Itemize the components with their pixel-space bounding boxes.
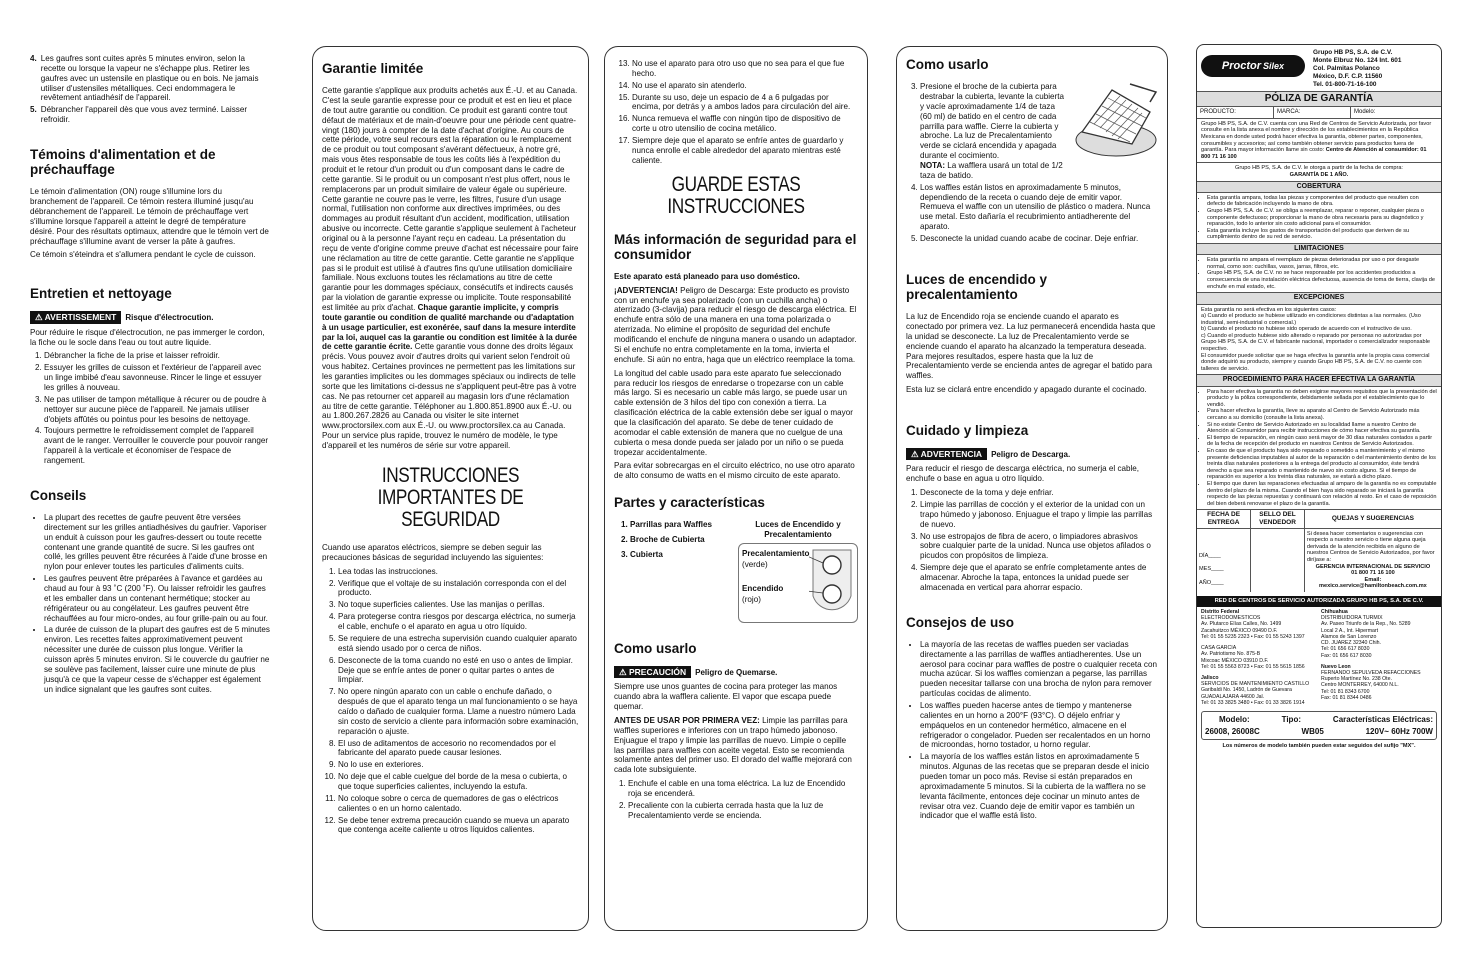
cobertura-title: COBERTURA bbox=[1197, 181, 1441, 193]
list-item: 1. Desconecte de la toma y deje enfriar. bbox=[920, 488, 1158, 498]
quejas-gerencia: GERENCIA INTERNACIONAL DE SERVICIO bbox=[1315, 563, 1431, 570]
advertencia-badge: ⚠ ADVERTENCIA bbox=[906, 448, 987, 460]
tipo-value: WB05 bbox=[1301, 726, 1324, 736]
list-item: 2. Limpie las parrillas de cocción y el exterior de la unidad con un trapo húmedo y jabonoso. Enjuague el trapo y limpie las parrillas de nuevo. bbox=[920, 500, 1158, 530]
limitaciones-list bbox=[1197, 255, 1441, 292]
list-item: • El tiempo de reparación, en ningún caso será mayor de 30 días naturales contados a partir de la fecha de recepción del producto en nuestros Centros de Servicio Autorizados. bbox=[1207, 435, 1437, 448]
centro-line: ELECTRODOMESTICOS bbox=[1201, 615, 1261, 622]
list-item: 3. Cubierta bbox=[630, 550, 712, 560]
temoins-paragraph: Le témoin d'alimentation (ON) rouge s'illumine lors du branchement de l'appareil. Ce témoin restera illuminé jusqu'au débranchement de l'appareil. Le témoin de préchauffage vert s'illumine lorsque l'appareil a atteint le degré de température désiré. Pour des résultats optimaux, attendre que le témoin vert de préchauffage s'illumine avant de verser la pâte à gaufres. bbox=[30, 187, 269, 246]
mes-field[interactable]: MES____ bbox=[1199, 566, 1224, 573]
column-seguridad bbox=[604, 46, 868, 931]
list-item: 6. Desconecte de la toma cuando no esté en uso o antes de limpiar. Deje que se enfríe antes de poner o quitar partes o antes de limpiar. bbox=[338, 656, 579, 686]
centro-line: Ruperto Martínez No. 238 Ote. bbox=[1321, 676, 1392, 683]
antes-paragraph: ANTES DE USAR POR PRIMERA VEZ: Limpie las parrillas para waffles superiores e inferiores con un trapo húmedo jabonoso. Enjuague el trapo y limpie las parrillas de nuevo. Limpie o cepille las parrillas para waffles con aceite vegetal. Esto se recomienda solamente antes del primer uso. El dorado del waffle mejorará con cada lote subsiguiente. bbox=[614, 715, 852, 775]
list-item: 2. Broche de Cubierta bbox=[630, 535, 712, 545]
encendido-label: Encendido bbox=[742, 583, 784, 593]
encendido-color: (rojo) bbox=[742, 594, 761, 604]
list-item: 3. No use estropajos de fibra de acero, o limpiadores abrasivos sobre cualquier parte de la unidad. Nunca use objetos afilados o picudos con propósitos de limpieza. bbox=[920, 532, 1158, 562]
precaucion-badge: ⚠ PRECAUCIÓN bbox=[614, 666, 691, 678]
list-item: • En caso de que el producto haya sido reparado o sometido a mantenimiento y el mismo presente deficiencias imputables al autor de la reparación o del mantenimiento dentro de los treinta días naturales posteriores a la entrega del producto al consumidor, éste tendrá derecho a que sea reparado o mantenido de nuevo sin costo alguno. Si el tiempo de reparación es superior a los treinta días naturales, se estará a dicho plazo. bbox=[1207, 448, 1437, 481]
mas-info-sub: Este aparato está planeado para uso doméstico. bbox=[614, 271, 800, 281]
list-item: • Para hacer efectiva la garantía no deben exigirse mayores requisitos que la presentación del producto y la póliza correspondiente, debidamente sellada por el establecimiento que lo vendió. bbox=[1207, 389, 1437, 409]
step-4: 4. Los waffles están listos en aproximadamente 5 minutos, dependiendo de la receta o cuando deje de emitir vapor. Remueva el waffle con un utensilio de plástico o madera. Nunca use metal. Esto dañaría el recubrimiento antiadherente del aparato. bbox=[920, 183, 1158, 232]
list-item: 11. No coloque sobre o cerca de quemadores de gas o eléctricos calientes o en un horno calentado. bbox=[338, 794, 579, 814]
list-item: 1. Enchufe el cable en una toma eléctrica. La luz de Encendido roja se encenderá. bbox=[628, 779, 858, 799]
producto-row bbox=[1197, 107, 1441, 119]
centro-line: CD. JUAREZ 32340 Chih. bbox=[1321, 640, 1381, 647]
centro-line: Fax: 01 656 617 8030 bbox=[1321, 652, 1372, 659]
list-item: 14. No use el aparato sin atenderlo. bbox=[632, 81, 858, 91]
centro-line: Centro MONTERREY, 64000 N.L. bbox=[1321, 682, 1399, 689]
luces-heading: Luces de encendido y precalentamiento bbox=[906, 271, 1048, 302]
luces-paragraph-2: Esta luz se ciclará entre encendido y apagado durante el cocinado. bbox=[906, 385, 1147, 395]
conseils-heading: Conseils bbox=[30, 487, 87, 503]
marca-label: MARCA: bbox=[1274, 107, 1351, 118]
list-item: 15. Durante su uso, deje un espacio de 4 a 6 pulgadas por encima, por detrás y a ambos lados para circulación del aire. bbox=[632, 93, 858, 113]
column-garantie bbox=[312, 46, 589, 931]
centro-line: Zacahuitzco MÉXICO 09490 D.F. bbox=[1201, 627, 1278, 634]
cuidado-paragraph: Para reducir el riesgo de descarga eléctrica, no sumerja el cable, enchufe o base en agua u otro líquido. bbox=[906, 464, 1140, 484]
poliza-intro: Grupo HB PS, S.A. de C.V. cuenta con una Red de Centros de Servicio Autorizada, por favor consulte en la lista anexa el nombre y dirección de los establecimientos en la República Mexicana en donde usted podrá hacer efectiva la garantía, obtener partes, componentes, consumibles y accesorios; así como también obtener servicio para productos fuera de garantía. Para mayor información llame sin costo: Centro de Atención al consumidor: 01 800 71 16 100 bbox=[1201, 120, 1432, 160]
procedimiento-title: PROCEDIMIENTO PARA HACER EFECTIVA LA GARANTÍA bbox=[1197, 374, 1441, 386]
entretien-steps bbox=[30, 351, 270, 465]
list-item: 4. Siempre deje que el aparato se enfríe completamente antes de almacenar. Abroche la tapa, entonces la unidad puede ser almacenada en vertical para ahorrar espacio. bbox=[920, 563, 1158, 593]
fecha-cell bbox=[1197, 528, 1251, 592]
producto-label: PRODUCTO: bbox=[1197, 107, 1274, 118]
indicator-lights-icon bbox=[809, 546, 855, 620]
advertencia-paragraph: ¡ADVERTENCIA! Peligro de Descarga: Este producto es provisto con un enchufe ya sea polarizado (con un cuchilla ancha) o aterrizado (3-clavija) para reducir el riesgo de descarga eléctrica. El enchufe entra sólo de una manera en una toma polarizada o aterrizada. No elimine el propósito de seguridad del enchufe modificando el enchufe de ninguna manera o usando un adaptador. Si el enchufe no entra completamente en la toma, invierta el enchufe. Si aún no entra, haga que un eléctrico reemplace la toma. bbox=[614, 285, 857, 364]
list-item: b) Cuando el producto no hubiese sido operado de acuerdo con el instructivo de uso. bbox=[1201, 326, 1412, 333]
entretien-heading: Entretien et nettoyage bbox=[30, 286, 172, 302]
list-item: • El tiempo que duren las reparaciones efectuadas al amparo de la garantía no es computable dentro del plazo de la misma. Cuando el bien haya sido reparado se iniciará la garantía respecto de las piezas repuestas y continuará con relación al resto. En el caso de reposición del bien deberá renovarse el plazo de la garantía. bbox=[1207, 481, 1437, 507]
centro-line: Tel: 01 33 3825 3480 • Fax: 01 33 3826 1914 bbox=[1201, 699, 1305, 706]
centro-line: Mixcoac MÉXICO 03910 D.F. bbox=[1201, 657, 1269, 664]
list-item: 2. Precaliente con la cubierta cerrada hasta que la luz de Precalentamiento verde se encienda. bbox=[628, 801, 858, 821]
caract-label: Características Eléctricas: bbox=[1332, 715, 1433, 725]
sello-cell bbox=[1251, 528, 1305, 592]
quejas-email[interactable]: mexico.service@hamiltonbeach.com.mx bbox=[1319, 583, 1427, 590]
garantie-paragraph: Cette garantie s'applique aux produits achetés aux É.-U. et au Canada. C'est la seule garantie expresse pour ce produit et est en lieu et place de tout autre garantie ou condition. Ce produit est garanti contre tout défaut de matériaux et de main-d'oeuvre pour une période cent quatre-vingt (180) jours à compter de la date d'achat d'origine. Au cours de cette période, votre seul recours est la réparation ou le remplacement de ce produit ou tout composant s'avérant défectueux, à notre gré, mais vous êtes responsable de tous les coûts liés à l'expédition du produit et le retour d'un produit ou d'un composant dans le cadre de cette garantie. Si le produit ou un composant n'est plus offert, nous le remplacerons par un produit similaire de valeur égale ou supérieure. Cette garantie ne couvre pas le verre, les filtres, l'usure d'un usage normal, l'utilisation non conforme aux directives imprimées, ou des dommages au produit résultant d'un accident, modification, utilisation abusive ou incorrecte. Cette garantie s'applique seulement à l'acheteur original ou à la personne l'ayant reçu en cadeau. La présentation du reçu de vente d'origine comme preuve d'achat est nécessaire pour faire une réclamation au titre de cette garantie. Cette garantie ne s'applique pas si le produit est utilisé à d'autres fins qu'une utilisation domiciliaire familiale. Nous excluons toutes les réclamations au titre de cette garantie pour les dommages spéciaux, consécutifs et indirects causés par la violation de garantie expresse ou implicite. Toute responsabilité est limitée au prix d'achat. Chaque garantie implicite, y compris toute garantie ou condition de qualité marchande ou d'adaptation à un usage particulier, est exonérée, sauf dans la mesure interdite par la loi, auquel cas la garantie ou condition est limitée à la durée de cette garantie écrite. Cette garantie vous donne des droits légaux précis. Vous pouvez avoir d'autres droits qui varient selon l'endroit où vous habitez. Certaines provinces ne permettent pas les limitations sur les garanties implicites ou les dommages spéciaux ou indirects de telle sorte que les limitations ci-dessus ne s'appliquent peut-être pas à votre cas. Ne pas retourner cet appareil au magasin lors d'une réclamation au titre de cette garantie. Téléphoner au 1.800.851.8900 aux É.-U. ou au 1.800.267.2826 au Canada ou visiter le site internet www.proctorsilex.com aux É.-U. ou www.proctorsilex.ca au Canada. Pour un service plus rapide, trouvez le numéro de modèle, le type d'appareil et les numéros de série sur votre appareil. bbox=[322, 86, 579, 451]
quejas-header: QUEJAS Y SUGERENCIAS bbox=[1304, 510, 1441, 528]
list-item: 1. Parrillas para Waffles bbox=[630, 520, 712, 530]
advertencia-line: ⚠ ADVERTENCIA Peligro de Descarga. bbox=[906, 448, 1158, 460]
footer-note: Los números de modelo también pueden estar seguidos del sufijo "MX". bbox=[1222, 743, 1416, 750]
list-item: • Les gaufres peuvent être préparées à l'avance et gardées au chaud au four à 93 ˚C (200 ˚F). Ou laisser refroidir les gaufres et les emballer dans un contenant hermétique; stocker au réfrigérateur ou au congélateur. Les gaufres peuvent être réchauffées au four micro-ondes, au four grille-pain ou au four. bbox=[44, 574, 270, 623]
poliza-garantia bbox=[1196, 44, 1442, 928]
centro-line: Tel: 01 81 8343 6700 bbox=[1321, 688, 1370, 695]
poliza-title: PÓLIZA DE GARANTÍA bbox=[1197, 91, 1441, 107]
centros-right bbox=[1317, 609, 1437, 706]
list-item: • La mayoría de las recetas de waffles pueden ser vaciadas directamente a las parrillas de waffles antiadherentes. Use un aerosol para cocinar para waffles de postre o cualquier receta con mucha azúcar. Si los waffles comienzan a pegarse, las parrillas pueden necesitar tallarse con una brocha de nylon para remover partículas cocidas de alimento. bbox=[920, 640, 1158, 699]
list-item: • Grupo HB PS, S.A. de C.V. no se hace responsable por los accidentes producidos a consecuencia de una instalación eléctrica defectuosa, ausencia de toma de tierra, clavija de enchufe en mal estado, etc. bbox=[1207, 270, 1437, 290]
como-usarlo-heading: Como usarlo bbox=[614, 640, 697, 656]
partes-list bbox=[614, 520, 712, 619]
list-item: 12. Se debe tener extrema precaución cuando se mueva un aparato que contenga aceite caliente u otros líquidos calientes. bbox=[338, 816, 579, 836]
list-item: • Esta garantía incluye los gastos de transportación del producto que deriven de su cumplimiento dentro de su red de servicio. bbox=[1207, 228, 1437, 241]
step-4: 4. Les gaufres sont cuites après 5 minutes environ, selon la recette ou lorsque la vapeur ne s'échappe plus. Retirer les gaufres avec un ustensile en plastique ou en bois. Ne jamais utiliser d'ustensiles métalliques. Ceci endommagera le revêtement antiadhésif de l'appareil. bbox=[30, 54, 259, 103]
centro-line: FERNANDO SEPULVEDA REFACCIONES bbox=[1321, 669, 1421, 676]
instrucciones-intro: Cuando use aparatos eléctricos, siempre se deben seguir las precauciones básicas de seguridad incluyendo las siguientes: bbox=[322, 543, 544, 562]
list-item: 1. Débrancher la fiche de la prise et laisser refroidir. bbox=[44, 351, 270, 361]
centro-line: Local 2 A., Int. Hipermart bbox=[1321, 627, 1379, 634]
list-item: 3. Ne pas utiliser de tampon métallique à récurer ou de poudre à nettoyer sur aucune pièce de l'appareil. Ne jamais utiliser d'objets affûtés ou pointus pour les besoins de nettoyage. bbox=[44, 395, 270, 425]
como-steps bbox=[614, 779, 858, 820]
temoins-paragraph-2: Ce témoin s'éteindra et s'allumera pendant le cycle de cuisson. bbox=[30, 250, 256, 260]
quejas-email-label: Email: bbox=[1364, 576, 1382, 583]
luces-paragraph: La luz de Encendido roja se enciende cuando el aparato es conectado por primera vez. La luz permanecerá encendida hasta que la unidad se desconecte. La luz de Precalentamiento verde se enciende cuando el aparato ha alcanzado la temperatura deseada. Para mejores resultados, espere hasta que la luz de Precalentamiento verde se encienda antes de agregar el batido para waffles. bbox=[906, 312, 1156, 381]
list-item: a) Cuando el producto se hubiese utilizado en condiciones distintas a las normales. (Uso industrial, semi-industrial o comercial.) bbox=[1201, 313, 1421, 326]
list-item: 10. No deje que el cable cuelgue del borde de la mesa o cubierta, o que toque superficies calientes, incluyendo la estufa. bbox=[338, 772, 579, 792]
cuidado-steps bbox=[906, 488, 1158, 593]
sello-header: SELLO DEL VENDEDOR bbox=[1251, 510, 1305, 528]
centro-line: Alamos de San Lorenzo bbox=[1321, 633, 1377, 640]
centro-item: Distrito Federal ELECTRODOMESTICOS Av. Plutarco Elías Calles, No. 1499 Zacahuitzco MÉXICO 09490 D.F. Tel: 01 55 5235 2323 • Fax: 01 55 5243 1397 bbox=[1201, 609, 1317, 640]
partes-block bbox=[614, 520, 858, 623]
list-item: • Esta garantía ampara, todas las piezas y componentes del producto que resulten con defecto de fabricación incluyendo la mano de obra. bbox=[1207, 195, 1437, 208]
instrucciones-list bbox=[322, 567, 579, 835]
list-item: • Si no existe Centro de Servicio Autorizado en su localidad llame a nuestro Centro de Atención al Consumidor para recibir instrucciones de cómo hacer efectiva su garantía. bbox=[1207, 422, 1437, 435]
fecha-header: FECHA DE ENTREGA bbox=[1197, 510, 1251, 528]
address-line: México, D.F. C.P. 11560 bbox=[1313, 73, 1383, 80]
modelo-box bbox=[1201, 711, 1437, 740]
address-line: Grupo HB PS, S.A. de C.V. bbox=[1313, 49, 1393, 56]
modelo-labels bbox=[1205, 715, 1433, 724]
column-como-usarlo bbox=[896, 46, 1168, 931]
conseils-list bbox=[30, 513, 270, 694]
list-item: c) Cuando el producto hubiese sido alterado o reparado por personas no autorizadas por Grupo HB PS, S.A. de C.V. el fabricante nacional, importador o comercializador responsable respectivo. bbox=[1201, 332, 1430, 353]
poliza-otorga: Grupo HB PS, S.A. de C.V. le otorga a partir de la fecha de compra: GARANTÍA DE 1 AÑO. bbox=[1197, 162, 1441, 180]
modelo-value: 26008, 26008C bbox=[1205, 726, 1260, 736]
centro-line: Tel: 01 656 617 8030 bbox=[1321, 646, 1370, 653]
list-item: 13. No use el aparato para otro uso que no sea para el que fue hecho. bbox=[632, 59, 858, 79]
list-item: • Esta garantía no ampara el reemplazo de piezas deterioradas por uso o por desgaste normal, como son: cuchillas, vasos, jarras, filtros, etc. bbox=[1207, 257, 1437, 270]
address-line: Monte Elbruz No. 124 Int. 601 bbox=[1313, 57, 1402, 64]
list-item: • La mayoría de los waffles están listos en aproximadamente 5 minutos. Algunas de las recetas que se preparan desde el inicio pueden tomar un poco más. Revise si están preparados en aproximadamente 5 minutos. Si la cubierta de la wafflera no se levanta fácilmente, entonces deje cocinar un minuto antes de revisar otra vez. Cuando deje de emitir vapor es también un indicador que el waffle está listo. bbox=[920, 752, 1158, 821]
cobertura-list bbox=[1197, 193, 1441, 243]
quejas-text: Si desea hacer comentarios o sugerencias con respecto a nuestro servicio o tiene alguna queja derivada de la atención recibida en alguno de nuestros Centros de Servicio Autorizados, por favor diríjase a: bbox=[1306, 530, 1435, 564]
instrucciones-heading: INSTRUCCIONES IMPORTANTES DE SEGURIDAD bbox=[377, 463, 524, 531]
excepciones-intro: Esta garantía no será efectiva en los siguientes casos: bbox=[1201, 306, 1337, 313]
temoins-heading: Témoins d'alimentation et de préchauffage bbox=[30, 147, 216, 178]
step-5: 5. Desconecte la unidad cuando acabe de cocinar. Deje enfriar. bbox=[920, 234, 1158, 244]
proctor-silex-logo: Proctor Silex bbox=[1201, 55, 1305, 77]
list-item: 2. Verifique que el voltaje de su instalación corresponda con el del producto. bbox=[338, 579, 579, 599]
consejos-heading: Consejos de uso bbox=[906, 614, 1015, 630]
centro-line: Tel: 01 55 5563 8723 • Fax: 01 55 5615 1856 bbox=[1201, 663, 1305, 670]
cuidado-heading: Cuidado y limpieza bbox=[906, 422, 1029, 438]
como-usarlo-heading-2: Como usarlo bbox=[906, 57, 989, 72]
company-address bbox=[1313, 49, 1401, 89]
caract-value: 120V~ 60Hz 700W bbox=[1365, 726, 1433, 736]
precal-label: Precalentamiento bbox=[742, 548, 810, 558]
centro-item: Jalisco SERVICIOS DE MANTENIMIENTO CASTILLO Garibaldi No. 1450, Ladrón de Guevara GUADALAJARA 44600 Jal. Tel: 01 33 3825 3480 • Fax: 01 33 3826 1914 bbox=[1201, 675, 1317, 706]
precal-color: (verde) bbox=[742, 559, 768, 569]
waffle-maker-icon bbox=[1072, 82, 1158, 160]
precaucion-line: ⚠ PRECAUCIÓN Peligro de Quemarse. bbox=[614, 666, 858, 678]
centro-line: Av. Patriotismo No. 875-B bbox=[1201, 651, 1261, 658]
centro-item bbox=[1201, 645, 1317, 670]
luces-label: Luces de Encendido y Precalentamiento bbox=[755, 520, 841, 540]
dia-field[interactable]: DÍA____ bbox=[1199, 552, 1221, 559]
column-french-instructions bbox=[30, 54, 270, 939]
centros-list bbox=[1197, 607, 1441, 708]
centro-line: CASA GARCIA bbox=[1201, 645, 1237, 652]
list-item: 1. Lea todas las instrucciones. bbox=[338, 567, 579, 577]
modelo-label-2: Modelo: bbox=[1219, 715, 1250, 725]
list-item: • Grupo HB PS, S.A. de C.V. se obliga a reemplazar, reparar o reponer, cualquier pieza o componente defectuoso; proporcionar la mano de obra necesaria para su diagnóstico y reparación, todo lo anterior sin costo adicional para el consumidor. bbox=[1207, 208, 1437, 228]
luces-figure bbox=[738, 520, 858, 623]
garantie-heading: Garantie limitée bbox=[322, 61, 424, 76]
quejas-table bbox=[1197, 509, 1441, 592]
list-item: • La plupart des recettes de gaufre peuvent être versées directement sur les grilles antiadhésives du gaufrier. Vaporiser un enduit à cuisson pour les gaufres-dessert ou toute recette contenant une grande quantité de sucre. Si les gaufres ont collé, les grilles peuvent être récurées à l'aide d'une brosse en nylon pour enlever toutes les particules d'aliments cuits. bbox=[44, 513, 270, 572]
sobrecarga-paragraph: Para evitar sobrecargas en el circuito eléctrico, no use otro aparato de alto consumo de watts en el mismo circuito de este aparato. bbox=[614, 461, 855, 481]
centro-line: Tel: 01 55 5235 2323 • Fax: 01 55 5243 1397 bbox=[1201, 633, 1305, 640]
list-item: 8. El uso de aditamentos de accesorio no recomendados por el fabricante del aparato puede causar lesiones. bbox=[338, 739, 579, 759]
tipo-label: Tipo: bbox=[1281, 715, 1301, 725]
list-item: 5. Se requiere de una estrecha supervisión cuando cualquier aparato está siendo usado por o cerca de niños. bbox=[338, 634, 579, 654]
partes-heading: Partes y características bbox=[614, 495, 765, 511]
list-item: 7. No opere ningún aparato con un cable o enchufe dañado, o después de que el aparato tenga un mal funcionamiento o se haya caído o dañado de cualquier forma. Llame a nuestro número Lada sin costo de servicio a cliente para información sobre examinación, reparación o ajuste. bbox=[338, 687, 579, 736]
list-item: 2. Essuyer les grilles de cuisson et l'extérieur de l'appareil avec un linge imbibé d'eau savonneuse. Rincer le linge et essuyer les grilles à nouveau. bbox=[44, 363, 270, 393]
red-centros-title: RED DE CENTROS DE SERVICIO AUTORIZADA GRUPO HB PS, S.A. DE C.V. bbox=[1197, 596, 1441, 607]
list-item: 3. No toque superficies calientes. Use las manijas o perillas. bbox=[338, 600, 579, 610]
excepciones-title: EXCEPCIONES bbox=[1197, 292, 1441, 304]
centro-line: SERVICIOS DE MANTENIMIENTO CASTILLO bbox=[1201, 681, 1310, 688]
warning-badge: ⚠ AVERTISSEMENT bbox=[30, 311, 121, 323]
como-paragraph: Siempre use unos guantes de cocina para proteger las manos cuando abra la wafflera caliente. El vapor que escapa puede quemar. bbox=[614, 682, 838, 712]
guarde-heading: GUARDE ESTAS INSTRUCCIONES bbox=[667, 172, 805, 218]
list-item: • La durée de cuisson de la plupart des gaufres est de 5 minutes environ. Les recettes faites approximativement peuvent nécessiter une durée de cuisson plus longue. Vérifier la cuisson après 5 minutes environ. Si le couvercle du gaufrier ne se soulève pas facilement, laisser cuire une minute de plus jusqu'à ce que la vapeur cesse de s'échapper est également un indice signalant que les gaufres sont cuites. bbox=[44, 625, 270, 694]
list-item: 4. Para protegerse contra riesgos por descarga eléctrica, no sumerja el cable, enchufe o el aparato en agua u otro líquido. bbox=[338, 612, 579, 632]
centro-line: DISTRIBUIDORA TURMIX bbox=[1321, 615, 1383, 622]
cable-paragraph: La longitud del cable usado para este aparato fue seleccionado para reducir los riesgos de enredarse o tropezarse con un cable más largo. Si es necesario un cable más largo, se puede usar un cable extensión de 3 hilos del tipo con conexión a tierra. La clasificación eléctrica de la cable extensión debe ser igual o mayor que la clasificación del aparato. Se debe de tener cuidado de acomodar el cable extensión de manera que no cuelgue de una cubierta o mesa donde pueda ser jalado por un niño o se pueda tropezar accidentalmente. bbox=[614, 368, 853, 457]
step-3: 3. Presione el broche de la cubierta para destrabar la cubierta, levante la cubierta y vacíe aproximadamente 1/4 de taza (60 ml) de batido en el centro de cada parrilla para waffle. Cierre la cubierta y abroche. La luz de Precalentamiento verde se ciclará encendida y apagada durante el cocimiento. NOTA: La wafflera usará un total de 1/2 taza de batido. bbox=[920, 82, 1158, 181]
list-item: 4. Toujours permettre le refroidissement complet de l'appareil avant de le ranger. Verrouiller le couvercle pour pouvoir ranger l'appareil à la verticale et économiser de l'espace de rangement. bbox=[44, 426, 270, 465]
address-line: Col. Palmitas Polanco bbox=[1313, 65, 1380, 72]
instrucciones-list-cont bbox=[614, 59, 858, 166]
list-item: 17. Siempre deje que el aparato se enfríe antes de guardarlo y nunca enrolle el cable alrededor del aparato mientras esté caliente. bbox=[632, 136, 858, 166]
list-item: • Para hacer efectiva la garantía, lleve su aparato al Centro de Servicio Autorizado más cercano a su domicilio (consulte la lista anexa). bbox=[1207, 408, 1437, 421]
consejos-list bbox=[906, 640, 1158, 821]
centro-line: Av. Paseo Triunfo de la Rep., No. 5289 bbox=[1321, 621, 1411, 628]
quejas-tel: 01 800 71 16 100 bbox=[1351, 570, 1395, 577]
centro-item: Chihuahua DISTRIBUIDORA TURMIX Av. Paseo Triunfo de la Rep., No. 5289 Local 2 A., Int. Hipermart Alamos de San Lorenzo CD. JUAREZ 32340 Chih. Tel: 01 656 617 8030 Fax: 01 656 617 8030 bbox=[1321, 609, 1437, 659]
list-item: 9. No lo use en exteriores. bbox=[338, 760, 579, 770]
excepciones-end: El consumidor puede solicitar que se haga efectiva la garantía ante la propia casa comercial donde adquirió su producto, siempre y cuando Grupo HB PS, S.A. de C.V. no cuente con talleres de servicio. bbox=[1201, 352, 1430, 372]
anio-field[interactable]: AÑO____ bbox=[1199, 579, 1224, 586]
lights-panel bbox=[738, 543, 858, 623]
limitaciones-title: LIMITACIONES bbox=[1197, 243, 1441, 255]
centro-line: GUADALAJARA 44600 Jal. bbox=[1201, 693, 1265, 700]
entretien-paragraph: Pour réduire le risque d'électrocution, ne pas immerger le cordon, la fiche ou le socle dans l'eau ou tout autre liquide. bbox=[30, 327, 265, 347]
procedimiento-list bbox=[1197, 387, 1441, 510]
centro-item: Nuevo Leon FERNANDO SEPULVEDA REFACCIONES Ruperto Martínez No. 238 Ote. Centro MONTERREY, 64000 N.L. Tel: 01 81 8343 6700 Fax: 01 81 8344 0486 bbox=[1321, 664, 1437, 701]
list-item: 16. Nunca remueva el waffle con ningún tipo de dispositivo de corte u otro utensilio de cocina metálico. bbox=[632, 114, 858, 134]
list-item: • Los waffles pueden hacerse antes de tiempo y mantenerse calientes en un horno a 200°F (93°C). O déjelo enfriar y empáquelos en un contenedor hermético, almacene en el refrigerador o congelador. Pueden ser recalentados en un horno de microondas, horno tostador, u horno regular. bbox=[920, 701, 1158, 750]
centros-left bbox=[1201, 609, 1317, 706]
address-line: Tel. 01-800-71-16-100 bbox=[1313, 81, 1377, 88]
modelo-label: Modelo: bbox=[1354, 108, 1376, 115]
modelo-values bbox=[1205, 727, 1433, 736]
warning-line: ⚠ AVERTISSEMENT Risque d'électrocution. bbox=[30, 311, 270, 323]
centro-line: Garibaldi No. 1450, Ladrón de Guevara bbox=[1201, 687, 1292, 694]
step-5: 5. Débrancher l'appareil dès que vous avez terminé. Laisser refroidir. bbox=[30, 105, 248, 125]
mas-info-heading: Más información de seguridad para el consumidor bbox=[614, 231, 857, 262]
poliza-header bbox=[1197, 45, 1441, 91]
centro-line: Av. Plutarco Elías Calles, No. 1499 bbox=[1201, 621, 1282, 628]
centro-line: Fax: 01 81 8344 0486 bbox=[1321, 694, 1372, 701]
excepciones-body bbox=[1197, 305, 1441, 375]
quejas-cell bbox=[1304, 528, 1441, 592]
